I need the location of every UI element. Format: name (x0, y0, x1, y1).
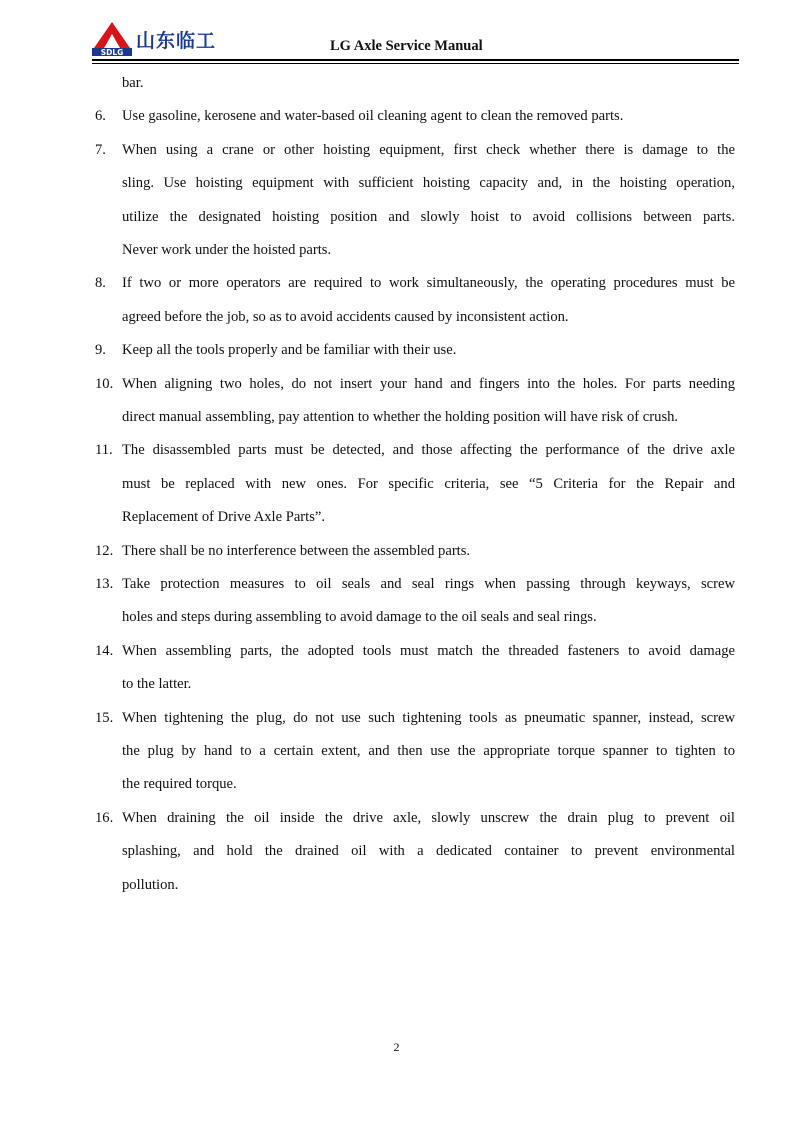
list-item-text-line: Never work under the hoisted parts. (122, 242, 332, 258)
page-header (92, 18, 739, 64)
list-item-text-line: the plug by hand to a certain extent, and then use the appropriate torque spanner to tighten to (122, 743, 735, 759)
logo-chinese-text: 山东临工 (136, 30, 217, 52)
logo-badge-text: SDLG (100, 48, 124, 56)
list-item-number: 12. (95, 542, 114, 559)
document-title: LG Axle Service Manual (330, 38, 483, 54)
list-item-text-line: If two or more operators are required to work simultaneously, the operating procedures must be (122, 275, 735, 292)
list-item-number: 13. (95, 576, 114, 592)
list-item-text-line: sling. Use hoisting equipment with sufficient hoisting capacity and, in the hoisting operation, (122, 175, 735, 192)
list-item-number: 8. (95, 275, 106, 292)
list-item-number: 11. (95, 442, 113, 459)
page-number: 2 (393, 1040, 400, 1054)
list-item-text-line: to the latter. (122, 676, 192, 693)
header-rule-thick (92, 59, 739, 61)
sdlg-logo-icon (92, 20, 136, 56)
list-item-text-line: When aligning two holes, do not insert your hand and fingers into the holes. For parts needing (122, 375, 735, 392)
list-item-text-line: must be replaced with new ones. For specific criteria, see “5 Criteria for the Repair and (122, 475, 735, 492)
header-rule-thin (92, 63, 739, 64)
list-item-number: 14. (95, 642, 114, 659)
list-item-text-line: holes and steps during assembling to avoid damage to the oil seals and seal rings. (122, 609, 597, 626)
list-item-text-line: There shall be no interference between the assembled parts. (122, 542, 471, 559)
list-item-text-line: direct manual assembling, pay attention to whether the holding position will have risk of crush. (122, 409, 679, 425)
list-item-text-line: bar. (122, 75, 144, 91)
list-item-number: 16. (95, 809, 114, 826)
list-item-text-line: When tightening the plug, do not use such tightening tools as pneumatic spanner, instead, screw (122, 709, 735, 726)
list-item-text-line: utilize the designated hoisting position and slowly hoist to avoid collisions between parts. (122, 208, 735, 225)
sdlg-logo (92, 20, 242, 56)
list-item-text-line: When assembling parts, the adopted tools must match the threaded fasteners to avoid damage (122, 642, 735, 659)
list-item-text-line: agreed before the job, so as to avoid accidents caused by inconsistent action. (122, 308, 569, 325)
list-item-number: 7. (95, 141, 106, 158)
list-item-number: 15. (95, 709, 114, 726)
list-item-text-line: When using a crane or other hoisting equipment, first check whether there is damage to the (122, 141, 735, 158)
list-item-number: 9. (95, 342, 106, 359)
list-item-text-line: When draining the oil inside the drive axle, slowly unscrew the drain plug to prevent oil (122, 809, 735, 826)
list-item-text-line: the required torque. (122, 776, 237, 793)
list-item-text-line: The disassembled parts must be detected, and those affecting the performance of the drive axle (122, 442, 735, 459)
list-item-text-line: pollution. (122, 876, 179, 893)
list-item-text-line: Take protection measures to oil seals and seal rings when passing through keyways, screw (122, 576, 735, 592)
list-item-text-line: Keep all the tools properly and be familiar with their use. (122, 342, 457, 359)
list-item-text-line: splashing, and hold the drained oil with a dedicated container to prevent environmental (122, 843, 735, 860)
list-item-text-line: Use gasoline, kerosene and water-based oil cleaning agent to clean the removed parts. (122, 108, 624, 125)
list-item-number: 10. (95, 375, 114, 392)
list-item-number: 6. (95, 108, 106, 125)
list-item-text-line: Replacement of Drive Axle Parts”. (122, 509, 326, 526)
